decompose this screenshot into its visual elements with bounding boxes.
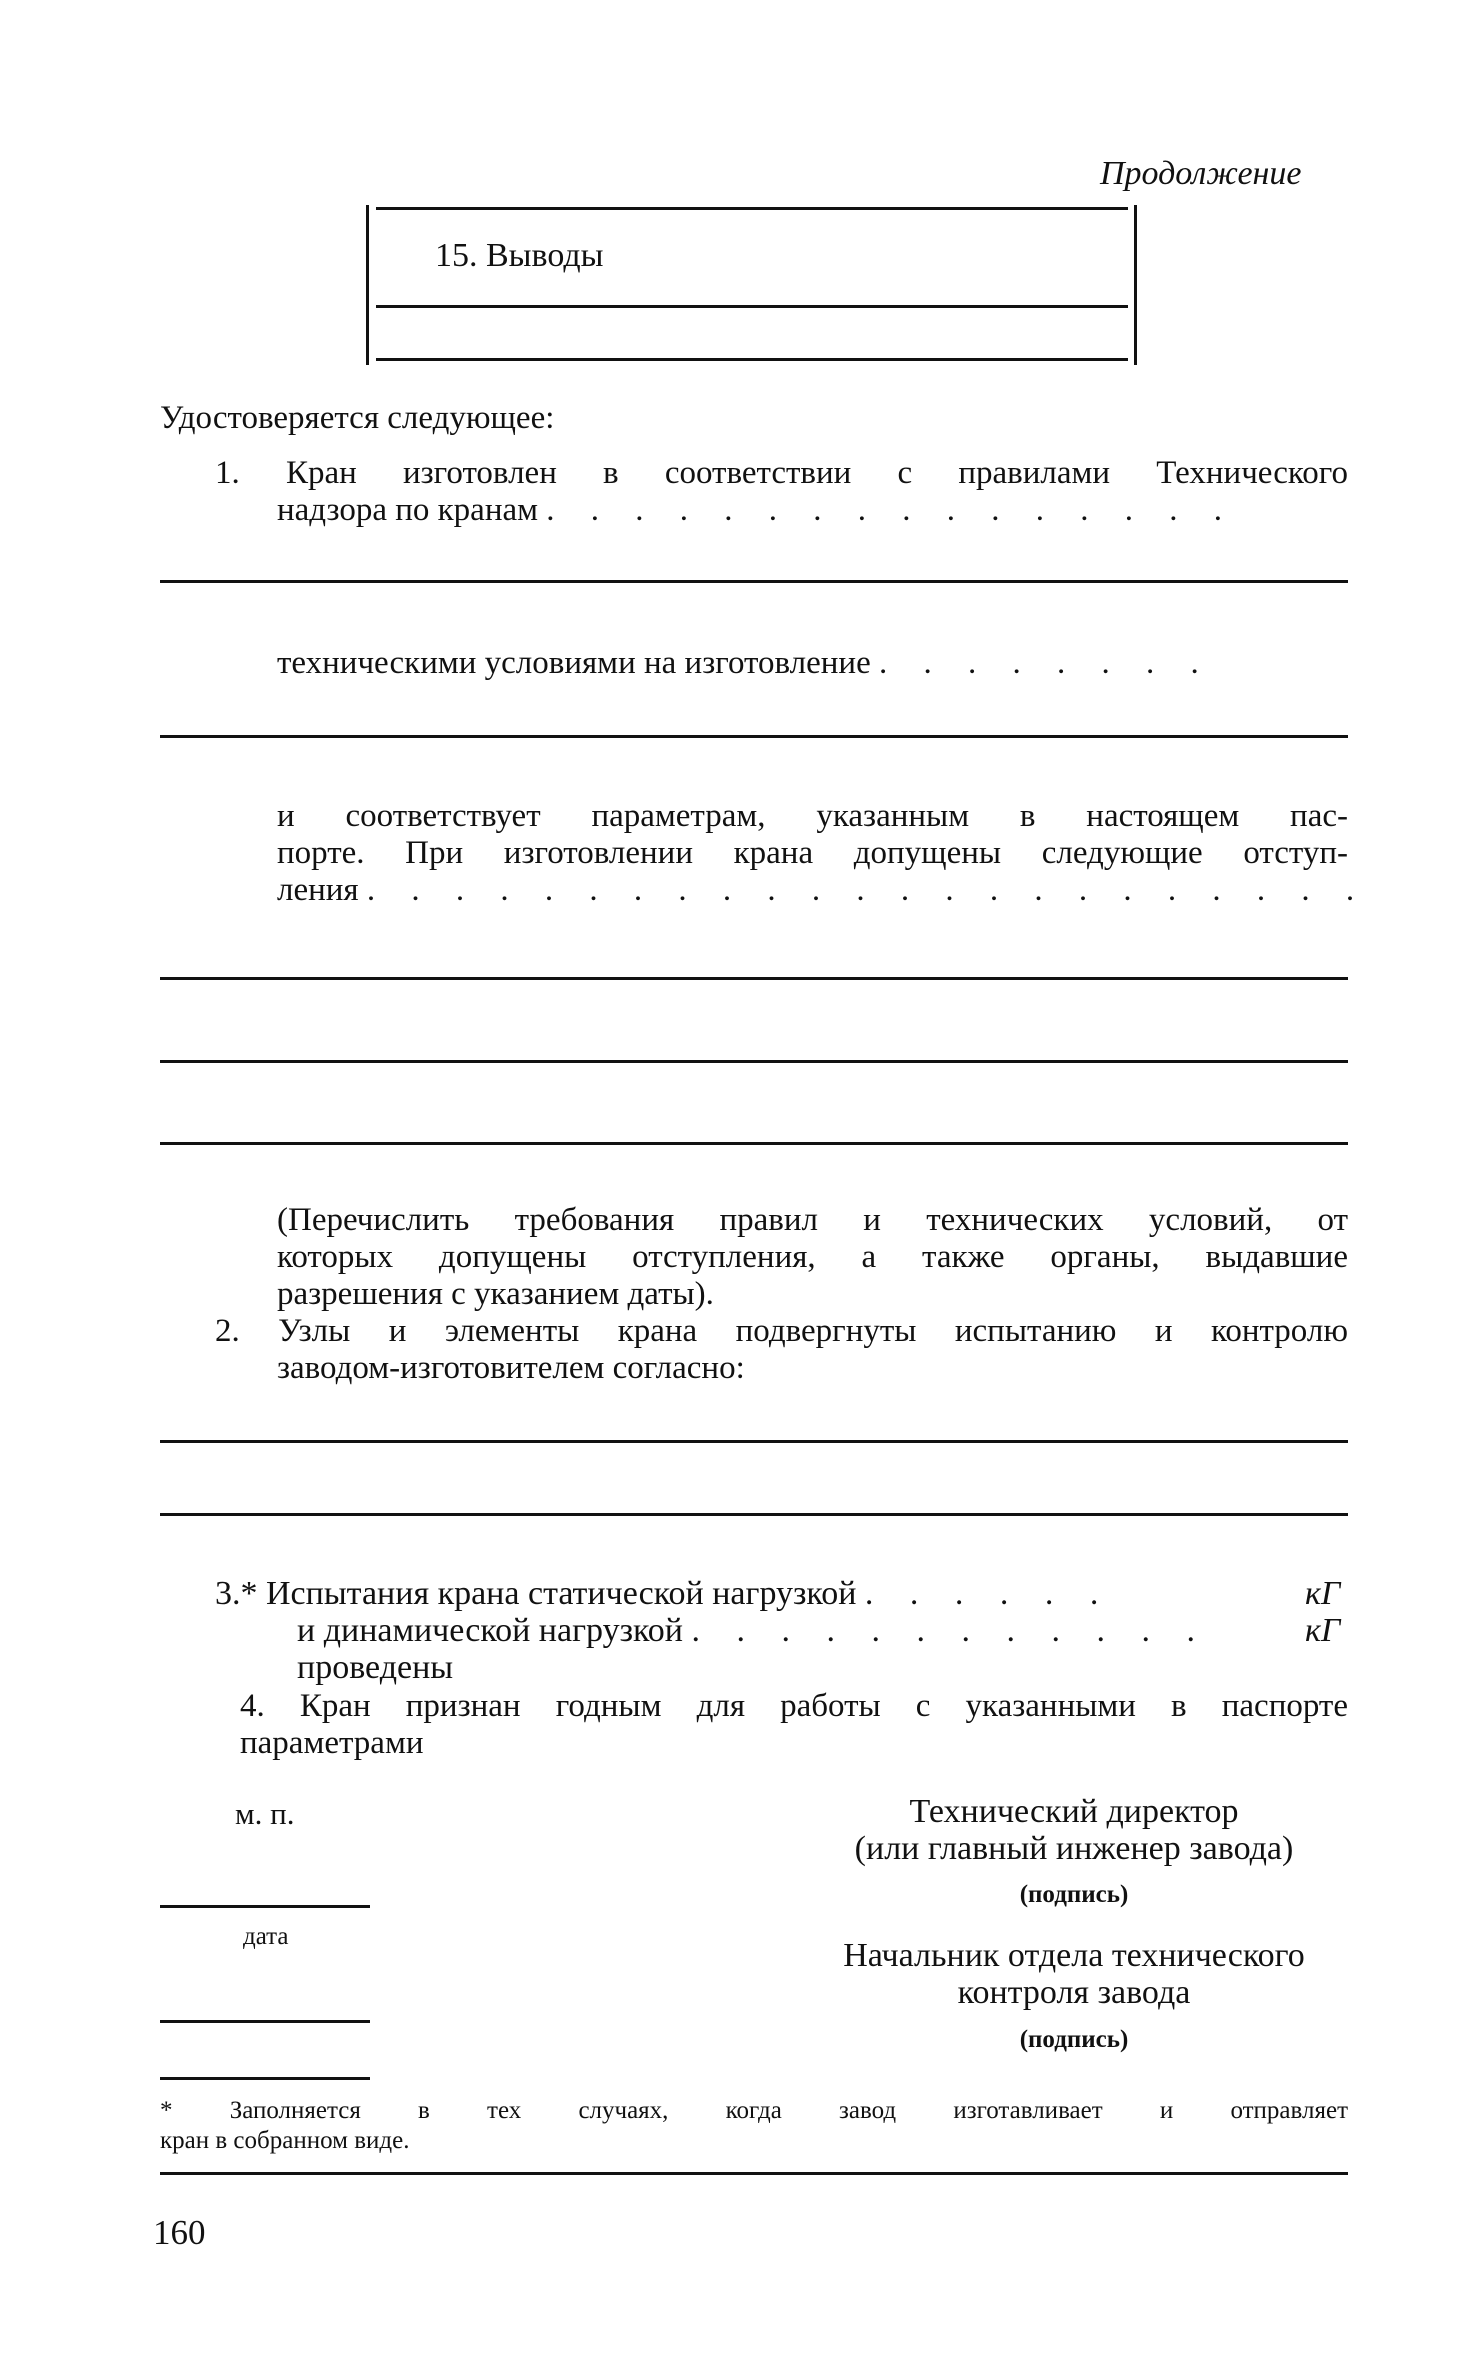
- fill-line-tech[interactable]: [160, 735, 1348, 738]
- fill-line-deviation-1[interactable]: [160, 977, 1348, 980]
- item3-line2-dots: . . . . . . . . . . . .: [691, 1612, 1210, 1649]
- item3-unit-dynamic: кГ: [1305, 1612, 1341, 1649]
- box-fill-line-2[interactable]: [376, 358, 1128, 361]
- item1-line2-text: надзора по кранам: [277, 492, 539, 528]
- item1-conform-line2: порте. При изготовлении крана допущены следующие отступ-: [277, 835, 1348, 871]
- item4-line2: параметрами: [240, 1725, 424, 1761]
- section-heading: 15. Выводы: [435, 237, 604, 274]
- item3-line2: [297, 1612, 1209, 1649]
- item1-conform-line1: и соответствует параметрам, указанным в настоящем пас-: [277, 798, 1348, 834]
- director-title-line2: (или главный инженер завода): [854, 1830, 1294, 1867]
- fill-line-rules[interactable]: [160, 580, 1348, 583]
- page-number: 160: [153, 2213, 206, 2252]
- footnote-line1: * Заполняется в тех случаях, когда завод изготавливает и отправляет: [160, 2097, 1348, 2124]
- qc-title-line1: Начальник отдела технического: [843, 1937, 1305, 1974]
- item3-line1: [215, 1575, 1112, 1612]
- box-top-rule: [376, 207, 1128, 210]
- item1-line2-dots: . . . . . . . . . . . . . . . .: [546, 492, 1237, 528]
- fill-line-deviation-3[interactable]: [160, 1142, 1348, 1145]
- item1-line2: [277, 492, 1236, 529]
- qc-signature-label: (подпись): [1019, 2026, 1129, 2053]
- item1-note-line2: которых допущены отступления, а также органы, выдавшие: [277, 1239, 1348, 1275]
- fill-line-testing-1[interactable]: [160, 1440, 1348, 1443]
- certify-intro: Удостоверяется следующее:: [160, 400, 555, 436]
- qc-title-line2: контроля завода: [957, 1974, 1191, 2011]
- footnote-rule: [160, 2172, 1348, 2175]
- date-fill-line-3[interactable]: [160, 2077, 370, 2080]
- item1-tech-dots: . . . . . . . .: [878, 645, 1213, 681]
- item3-line1-text: 3.* Испытания крана статической нагрузкой: [215, 1575, 857, 1612]
- fill-line-deviation-2[interactable]: [160, 1060, 1348, 1063]
- continuation-label: Продолжение: [1100, 155, 1302, 192]
- director-signature-label: (подпись): [1019, 1881, 1129, 1908]
- item1-note-line3: разрешения с указанием даты).: [277, 1276, 714, 1312]
- item1-note-line1: (Перечислить требования правил и технических условий, от: [277, 1202, 1348, 1238]
- item1-conform-line3-text: ления: [277, 872, 359, 908]
- item1-tech-text: техническими условиями на изготовление: [277, 645, 871, 681]
- item3-line1-dots: . . . . . .: [864, 1575, 1113, 1612]
- item3-line3: проведены: [297, 1649, 454, 1686]
- footnote-line2: кран в собранном виде.: [160, 2127, 410, 2154]
- item4-line1: 4. Кран признан годным для работы с указанными в паспорте: [240, 1688, 1348, 1724]
- box-fill-line-1[interactable]: [376, 305, 1128, 308]
- date-fill-line-1[interactable]: [160, 1905, 370, 1908]
- item1-line1: 1. Кран изготовлен в соответствии с правилами Технического: [215, 455, 1348, 491]
- item3-unit-static: кГ: [1305, 1575, 1341, 1612]
- item2-line1: 2. Узлы и элементы крана подвергнуты испытанию и контролю: [215, 1313, 1348, 1349]
- item2-line2: заводом-изготовителем согласно:: [277, 1350, 745, 1386]
- stamp-place-label: м. п.: [235, 1796, 295, 1831]
- item1-conform-line3-dots: . . . . . . . . . . . . . . . . . . . . . . .: [366, 872, 1369, 908]
- box-right-border: [1134, 205, 1137, 365]
- box-left-border: [366, 205, 369, 365]
- date-label: дата: [243, 1923, 289, 1950]
- item1-tech-line: [277, 645, 1213, 682]
- item3-line2-text: и динамической нагрузкой: [297, 1612, 684, 1649]
- fill-line-testing-2[interactable]: [160, 1513, 1348, 1516]
- director-title-line1: Технический директор: [909, 1793, 1239, 1830]
- date-fill-line-2[interactable]: [160, 2020, 370, 2023]
- item1-conform-line3: [277, 872, 1368, 909]
